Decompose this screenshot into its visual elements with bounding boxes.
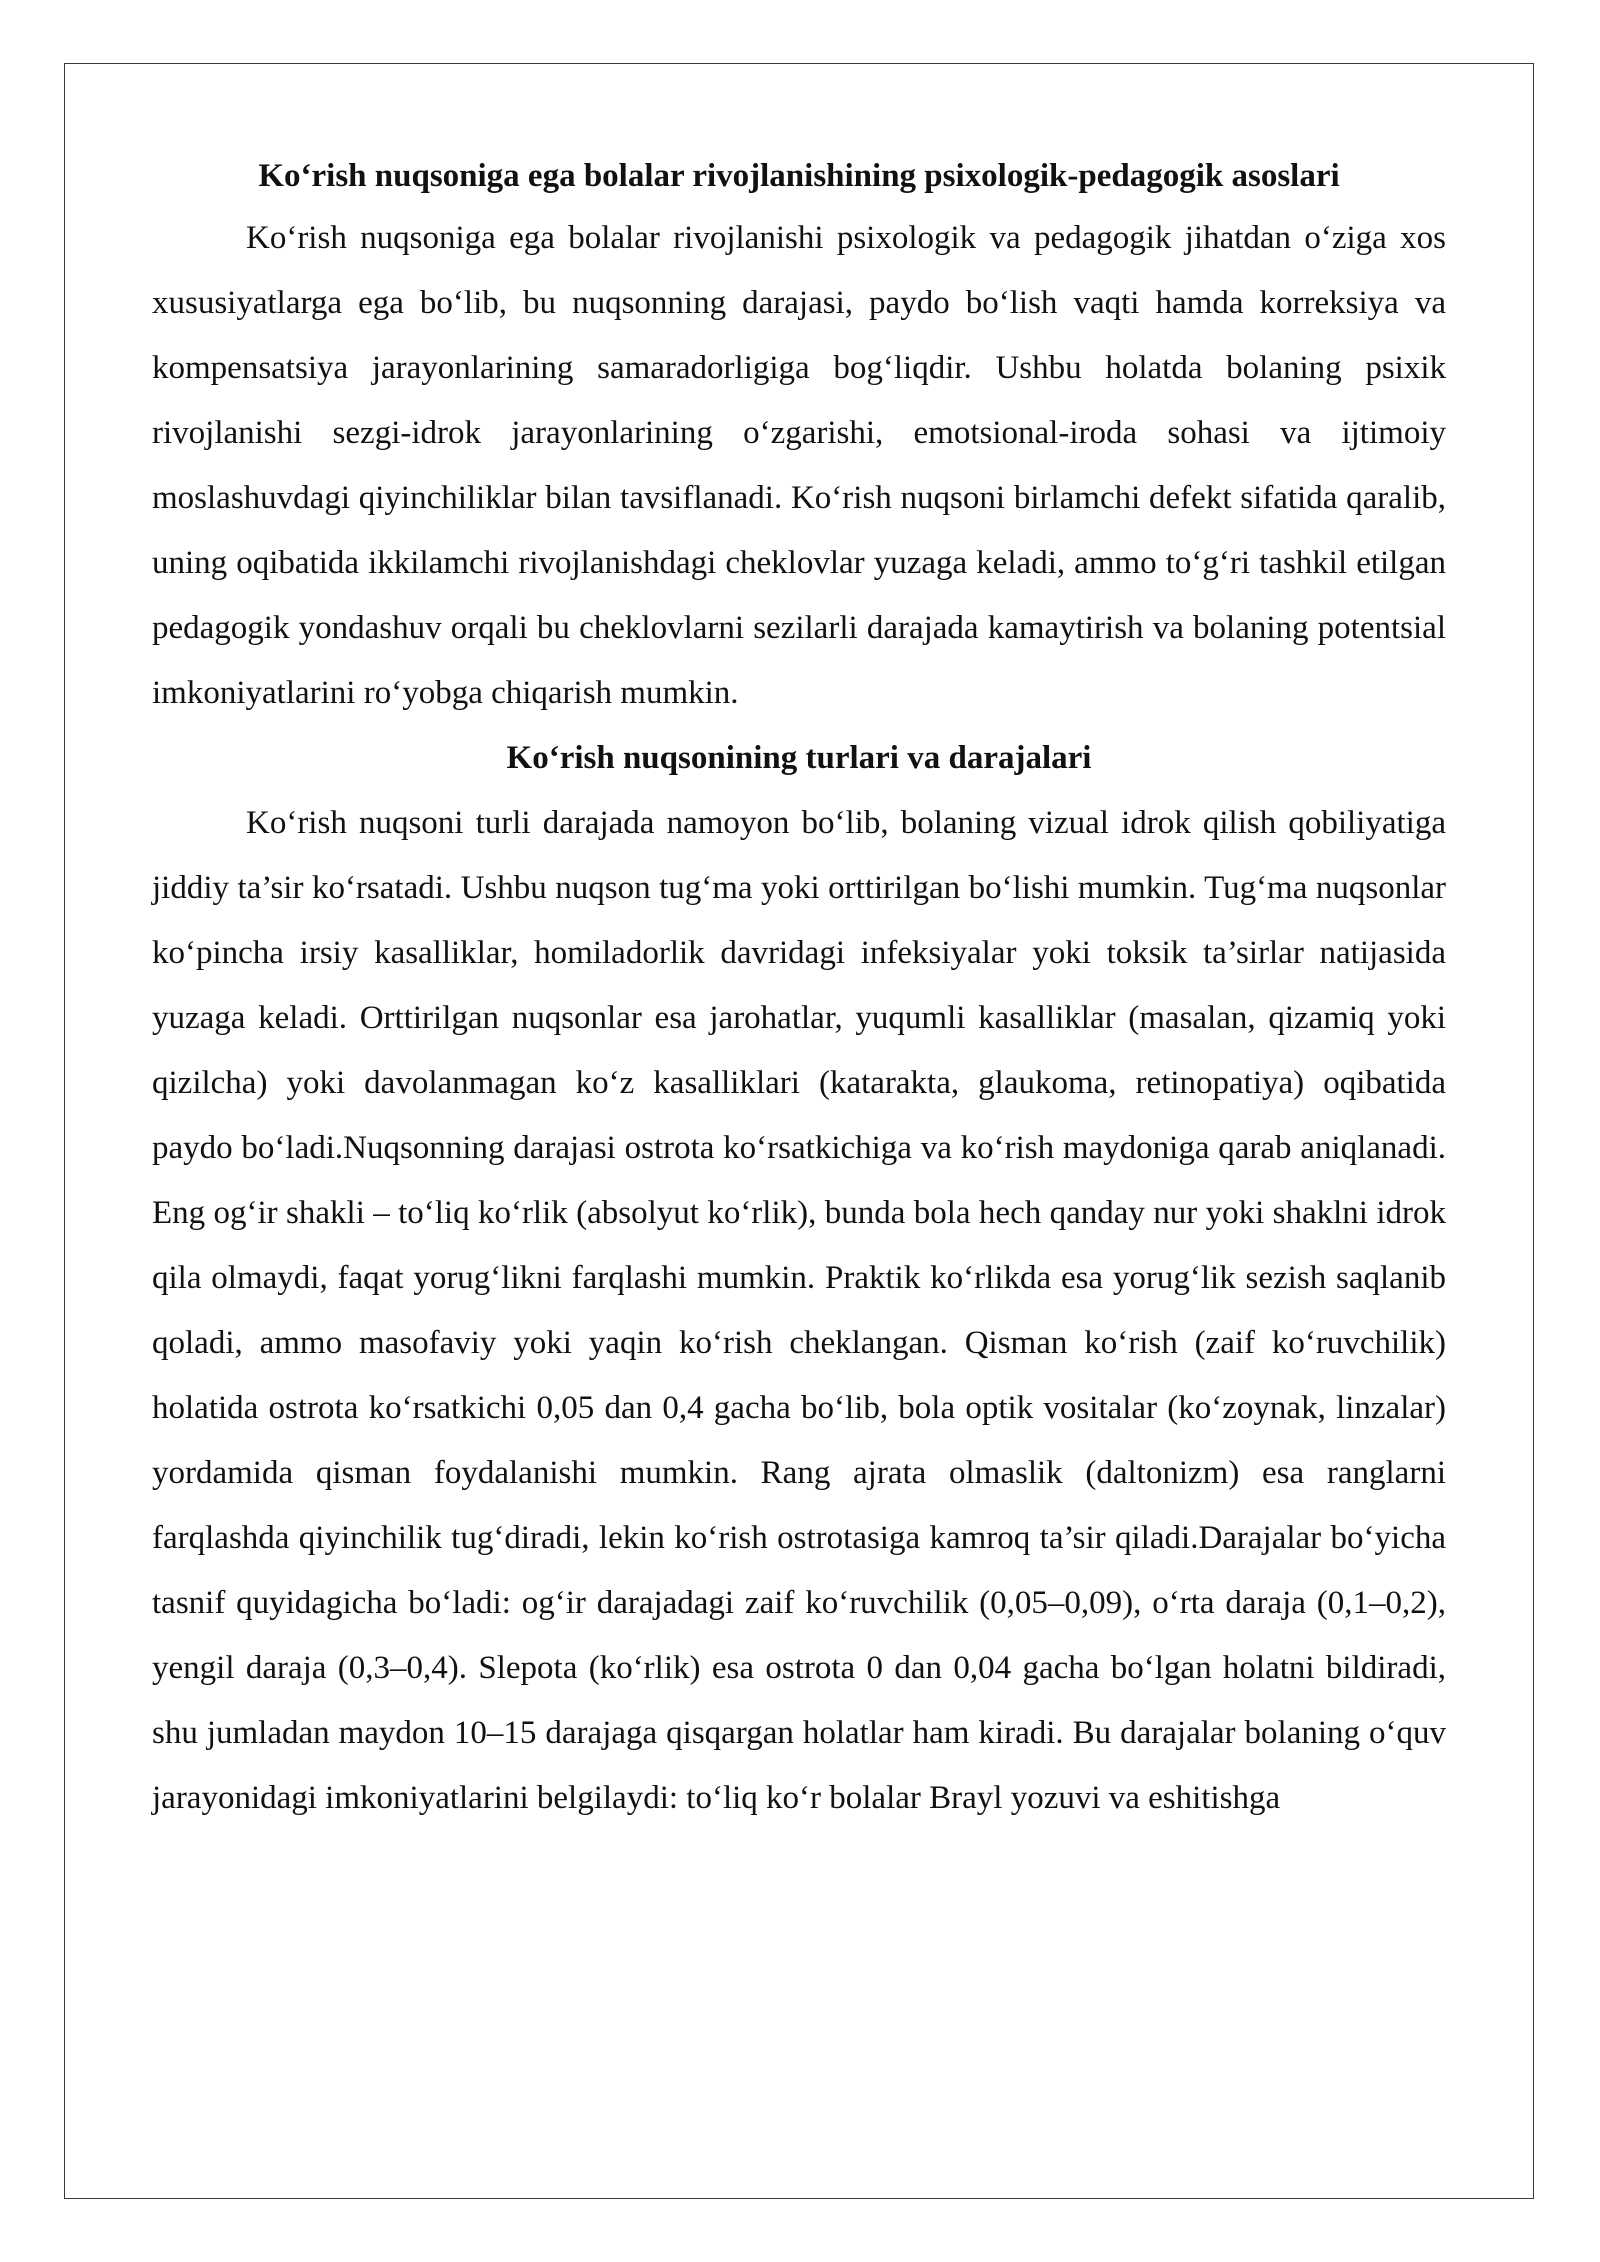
document-title: Ko‘rish nuqsoniga ega bolalar rivojlanishining psixologik-pedagogik asoslari	[258, 158, 1340, 194]
intro-paragraph: Ko‘rish nuqsoniga ega bolalar rivojlanishi psixologik va pedagogik jihatdan o‘ziga xos xususiyatlarga ega bo‘lib, bu nuqsonning darajasi, paydo bo‘lish vaqti hamda korreksiya va kompensatsiya jarayonlarining samaradorligiga bog‘liqdir. Ushbu holatda bolaning psixik rivojlanishi sezgi-idrok jarayonlarining o‘zgarishi, emotsional-iroda sohasi va ijtimoiy moslashuvdagi qiyinchiliklar bilan tavsiflanadi. Ko‘rish nuqsoni birlamchi defekt sifatida qaralib, uning oqibatida ikkilamchi rivojlanishdagi cheklovlar yuzaga keladi, ammo to‘g‘ri tashkil etilgan pedagogik yondashuv orqali bu cheklovlarni sezilarli darajada kamaytirish va bolaning potentsial imkoniyatlarini ro‘yobga chiqarish mumkin.	[152, 220, 1446, 711]
section-heading: Ko‘rish nuqsonining turlari va darajalari	[506, 740, 1092, 776]
section-paragraph: Ko‘rish nuqsoni turli darajada namoyon bo‘lib, bolaning vizual idrok qilish qobiliyatiga jiddiy ta’sir ko‘rsatadi. Ushbu nuqson tug‘ma yoki orttirilgan bo‘lishi mumkin. Tug‘ma nuqsonlar ko‘pincha irsiy kasalliklar, homiladorlik davridagi infeksiyalar yoki toksik ta’sirlar natijasida yuzaga keladi. Orttirilgan nuqsonlar esa jarohatlar, yuqumli kasalliklar (masalan, qizamiq yoki qizilcha) yoki davolanmagan ko‘z kasalliklari (katarakta, glaukoma, retinopatiya) oqibatida paydo bo‘ladi.Nuqsonning darajasi ostrota ko‘rsatkichiga va ko‘rish maydoniga qarab aniqlanadi. Eng og‘ir shakli – to‘liq ko‘rlik (absolyut ko‘rlik), bunda bola hech qanday nur yoki shaklni idrok qila olmaydi, faqat yorug‘likni farqlashi mumkin. Praktik ko‘rlikda esa yorug‘lik sezish saqlanib qoladi, ammo masofaviy yoki yaqin ko‘rish cheklangan. Qisman ko‘rish (zaif ko‘ruvchilik) holatida ostrota ko‘rsatkichi 0,05 dan 0,4 gacha bo‘lib, bola optik vositalar (ko‘zoynak, linzalar) yordamida qisman foydalanishi mumkin. Rang ajrata olmaslik (daltonizm) esa ranglarni farqlashda qiyinchilik tug‘diradi, lekin ko‘rish ostrotasiga kamroq ta’sir qiladi.Darajalar bo‘yicha tasnif quyidagicha bo‘ladi: og‘ir darajadagi zaif ko‘ruvchilik (0,05–0,09), o‘rta daraja (0,1–0,2), yengil daraja (0,3–0,4). Slepota (ko‘rlik) esa ostrota 0 dan 0,04 gacha bo‘lgan holatni bildiradi, shu jumladan maydon 10–15 darajaga qisqargan holatlar ham kiradi. Bu darajalar bolaning o‘quv jarayonidagi imkoniyatlarini belgilaydi: to‘liq ko‘r bolalar Brayl yozuvi va eshitishga	[152, 805, 1446, 1816]
document-body	[152, 138, 1446, 1831]
